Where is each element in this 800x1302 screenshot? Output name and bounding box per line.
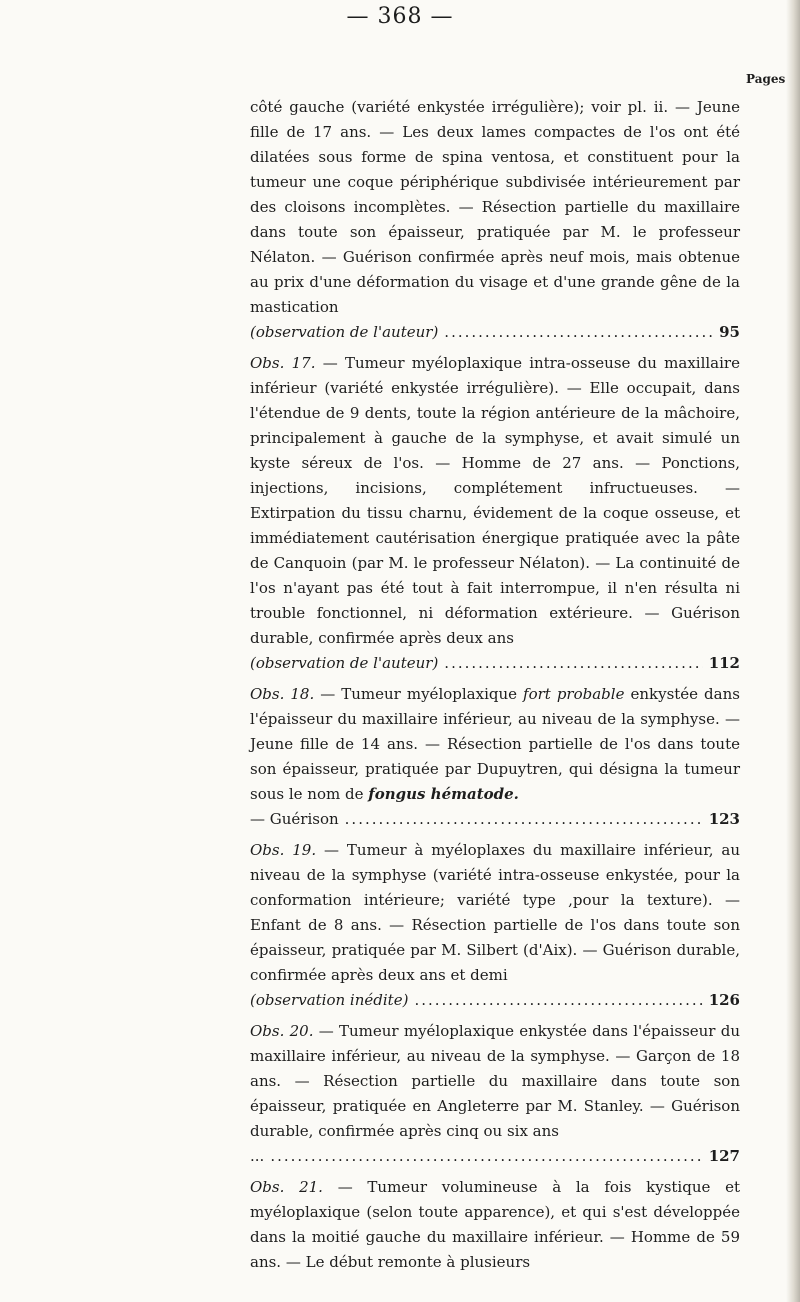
table-of-observations xyxy=(250,95,740,1275)
entry-body xyxy=(250,351,740,651)
observation-label: Obs. 21. xyxy=(250,1178,323,1196)
entry-body xyxy=(250,838,740,988)
entry-source: (observation de l'auteur) xyxy=(250,654,439,672)
entry-text: — Tumeur myéloplaxique xyxy=(320,685,518,703)
entry-emphasis: fongus hématode. xyxy=(368,785,519,803)
entry-body xyxy=(250,682,740,807)
page-reference: 123 xyxy=(708,810,740,828)
observation-label: Obs. 17. xyxy=(250,354,316,372)
entry-text: enkystée dans l'épaisseur du maxillaire inférieur, au niveau de la symphyse. — Jeune fille de 14 ans. — Résection partielle de l'os dans toute son épaisseur, pratiquée par Dupuytren, qui désigna la tumeur sous le nom de xyxy=(250,685,740,803)
entry-end-line xyxy=(250,988,740,1013)
entry-source: — Guérison xyxy=(250,810,339,828)
page-reference: 126 xyxy=(708,991,740,1009)
entry-source: (observation inédite) xyxy=(250,991,409,1009)
observation-entry xyxy=(250,1175,740,1275)
leader-dots xyxy=(444,320,713,345)
observation-entry xyxy=(250,351,740,676)
entry-end-line xyxy=(250,807,740,832)
leader-dots xyxy=(414,988,702,1013)
entry-body xyxy=(250,1019,740,1144)
observation-entry xyxy=(250,682,740,832)
entry-text: — Tumeur myéloplaxique intra-osseuse du maxillaire inférieur (variété enkystée irrégulière). — Elle occupait, dans l'étendue de 9 dents, toute la région antérieure de la mâchoire, principalement à gauche de la symphyse, et avait simulé un kyste séreux de l'os. — Homme de 27 ans. — Ponctions, injections, incisions, complétement infructueuses. — Extirpation du tissu charnu, évidement de la coque osseuse, et immédiatement cautérisation énergique pratiquée avec la pâte de Canquoin (par M. le professeur Nélaton). — La continuité de l'os n'ayant pas été tout à fait interrompue, il n'en résulta ni trouble fonctionnel, ni déformation extérieure. — Guérison durable, confirmée après deux ans xyxy=(250,354,740,647)
observation-entry xyxy=(250,838,740,1013)
entry-end-line xyxy=(250,1144,740,1169)
entry-end-line xyxy=(250,320,740,345)
page-reference: 95 xyxy=(719,323,740,341)
observation-entry xyxy=(250,1019,740,1169)
entry-text: — Tumeur à myéloplaxes du maxillaire inférieur, au niveau de la symphyse (variété intra-osseuse enkystée, pour la conformation intérieure; variété type ,pour la texture). — Enfant de 8 ans. — Résection partielle de l'os dans toute son épaisseur, pratiquée par M. Silbert (d'Aix). — Guérison durable, confirmée après deux ans et demi xyxy=(250,841,740,984)
entry-text: — Tumeur myéloplaxique enkystée dans l'épaisseur du maxillaire inférieur, au niveau de la symphyse. — Garçon de 18 ans. — Résection partielle du maxillaire dans toute son épaisseur, pratiquée en Angleterre par M. Stanley. — Guérison durable, confirmée après cinq ou six ans xyxy=(250,1022,740,1140)
observation-label: Obs. 20. xyxy=(250,1022,314,1040)
leader-dots xyxy=(270,1144,702,1169)
page-reference: 112 xyxy=(708,654,740,672)
entry-source: ... xyxy=(250,1147,265,1165)
page-reference: 127 xyxy=(708,1147,740,1165)
entry-source: (observation de l'auteur) xyxy=(250,323,439,341)
page-edge-shadow xyxy=(786,0,800,1302)
leader-dots xyxy=(444,651,702,676)
observation-label: Obs. 18. xyxy=(250,685,315,703)
entry-emphasis: fort probable xyxy=(523,685,625,703)
entry-body xyxy=(250,1175,740,1275)
entry-text: — Tumeur volumineuse à la fois kystique et myéloplaxique (selon toute apparence), et qui s'est développée dans la moitié gauche du maxillaire inférieur. — Homme de 59 ans. — Le début remonte à plusieurs xyxy=(250,1178,740,1271)
entry-end-line xyxy=(250,651,740,676)
page-number: — 368 — xyxy=(346,4,454,29)
entry-text: côté gauche (variété enkystée irrégulière); voir pl. ii. — Jeune fille de 17 ans. — Les deux lames compactes de l'os ont été dilatées sous forme de spina ventosa, et constituent pour la tumeur une coque périphérique subdivisée intérieurement par des cloisons incomplètes. — Résection partielle du maxillaire dans toute son épaisseur, pratiquée par M. le professeur Nélaton. — Guérison confirmée après neuf mois, mais obtenue au prix d'une déformation du visage et d'une grande gêne de la mastication xyxy=(250,98,740,316)
observation-entry xyxy=(250,95,740,345)
leader-dots xyxy=(345,807,703,832)
observation-label: Obs. 19. xyxy=(250,841,317,859)
pages-column-label: Pages xyxy=(746,72,786,86)
